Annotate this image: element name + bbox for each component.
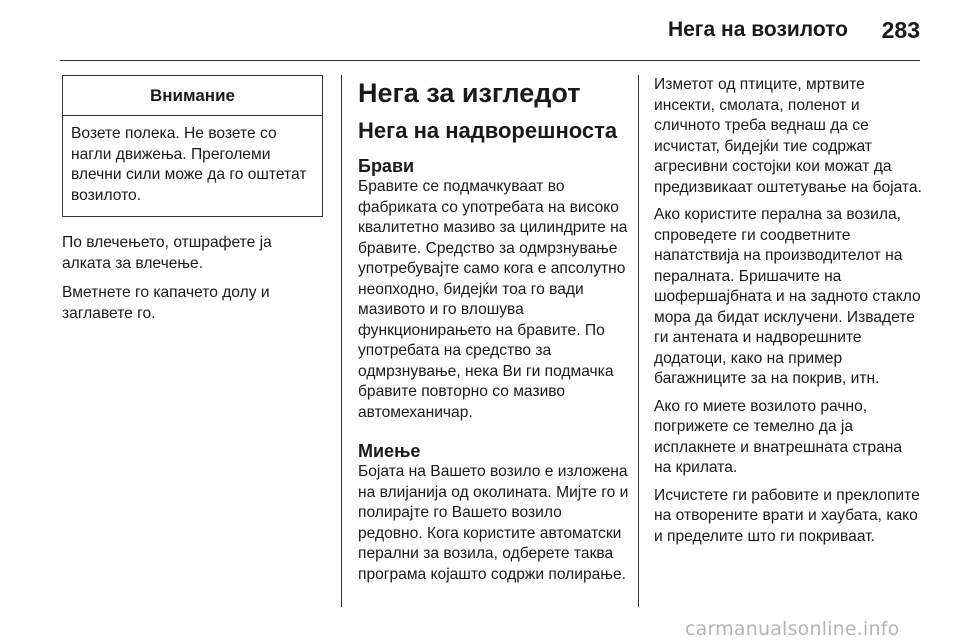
column-middle: [358, 75, 630, 585]
paragraph: Бравите се подмачкуваат во фабриката со употребата на високо квалитетно мазиво за цилиндрите на бравите. Средство за одмрзнување употребувајте само кога е апсолутно неопходно, бидејќи тоа го вади мазивото и го влошува функционирањето на бравите. По употребата на средство за одмрзнување, нека Ви ги подмачка бравите повторно со мазиво автомеханичар.: [358, 178, 628, 421]
paragraph: По влечењето, отшрафете ја алката за влечење.: [62, 234, 272, 272]
paragraph: Изметот од птиците, мртвите инсекти, смолата, поленот и сличното треба веднаш да се исчистат, бидејќи тие содржат агресивни состојки кои можат да предизвикаат оштетување на бојата.: [654, 76, 922, 196]
page-number: 283: [881, 17, 920, 43]
chapter-heading: Нега за изгледот: [358, 78, 581, 108]
warning-text: Возете полека. Не возете со нагли движења. Преголеми влечни сили може да го оштетат возилото.: [71, 125, 307, 204]
paragraph: Ако го миете возилото рачно, погрижете се темелно да ја исплакнете и внатрешната страна на крилата.: [654, 397, 903, 476]
section-heading: Нега на надворешноста: [358, 118, 618, 143]
paragraph: Ако користите перална за возила, спроведете ги соодветните напатствија на производителот на пералната. Бришачите на шофершајбната и на задното стакло мора да бидат исклучени. Извадете ги антената и надворешните додатоци, како на пример багажниците за на покрив, итн.: [654, 206, 921, 387]
paragraph: Вметнете го капачето долу и заглавете го.: [62, 284, 270, 322]
subsection-heading-locks: Брави: [358, 156, 415, 176]
paragraph: Исчистете ги рабовите и преклопите на отворените врати и хаубата, како и пределите што ги покриваат.: [654, 486, 920, 545]
warning-box: [62, 75, 323, 217]
paragraph: Бојата на Вашето возило е изложена на влијанија од околината. Мијте го и полирајте го Вашето возило редовно. Кога користите автоматски перални за возила, одберете таква програма којашто содржи полирање.: [358, 463, 629, 583]
column-divider-1: [341, 75, 342, 607]
column-left: [62, 75, 323, 324]
column-right: [654, 75, 922, 554]
header-divider: [60, 60, 920, 61]
warning-title: Внимание: [63, 76, 322, 116]
column-divider-2: [638, 75, 639, 607]
watermark-link[interactable]: carmanualsonline.info: [685, 618, 900, 640]
subsection-heading-washing: Миење: [358, 441, 421, 461]
page-header: [0, 0, 960, 62]
running-title: Нега на возилото: [667, 18, 848, 41]
